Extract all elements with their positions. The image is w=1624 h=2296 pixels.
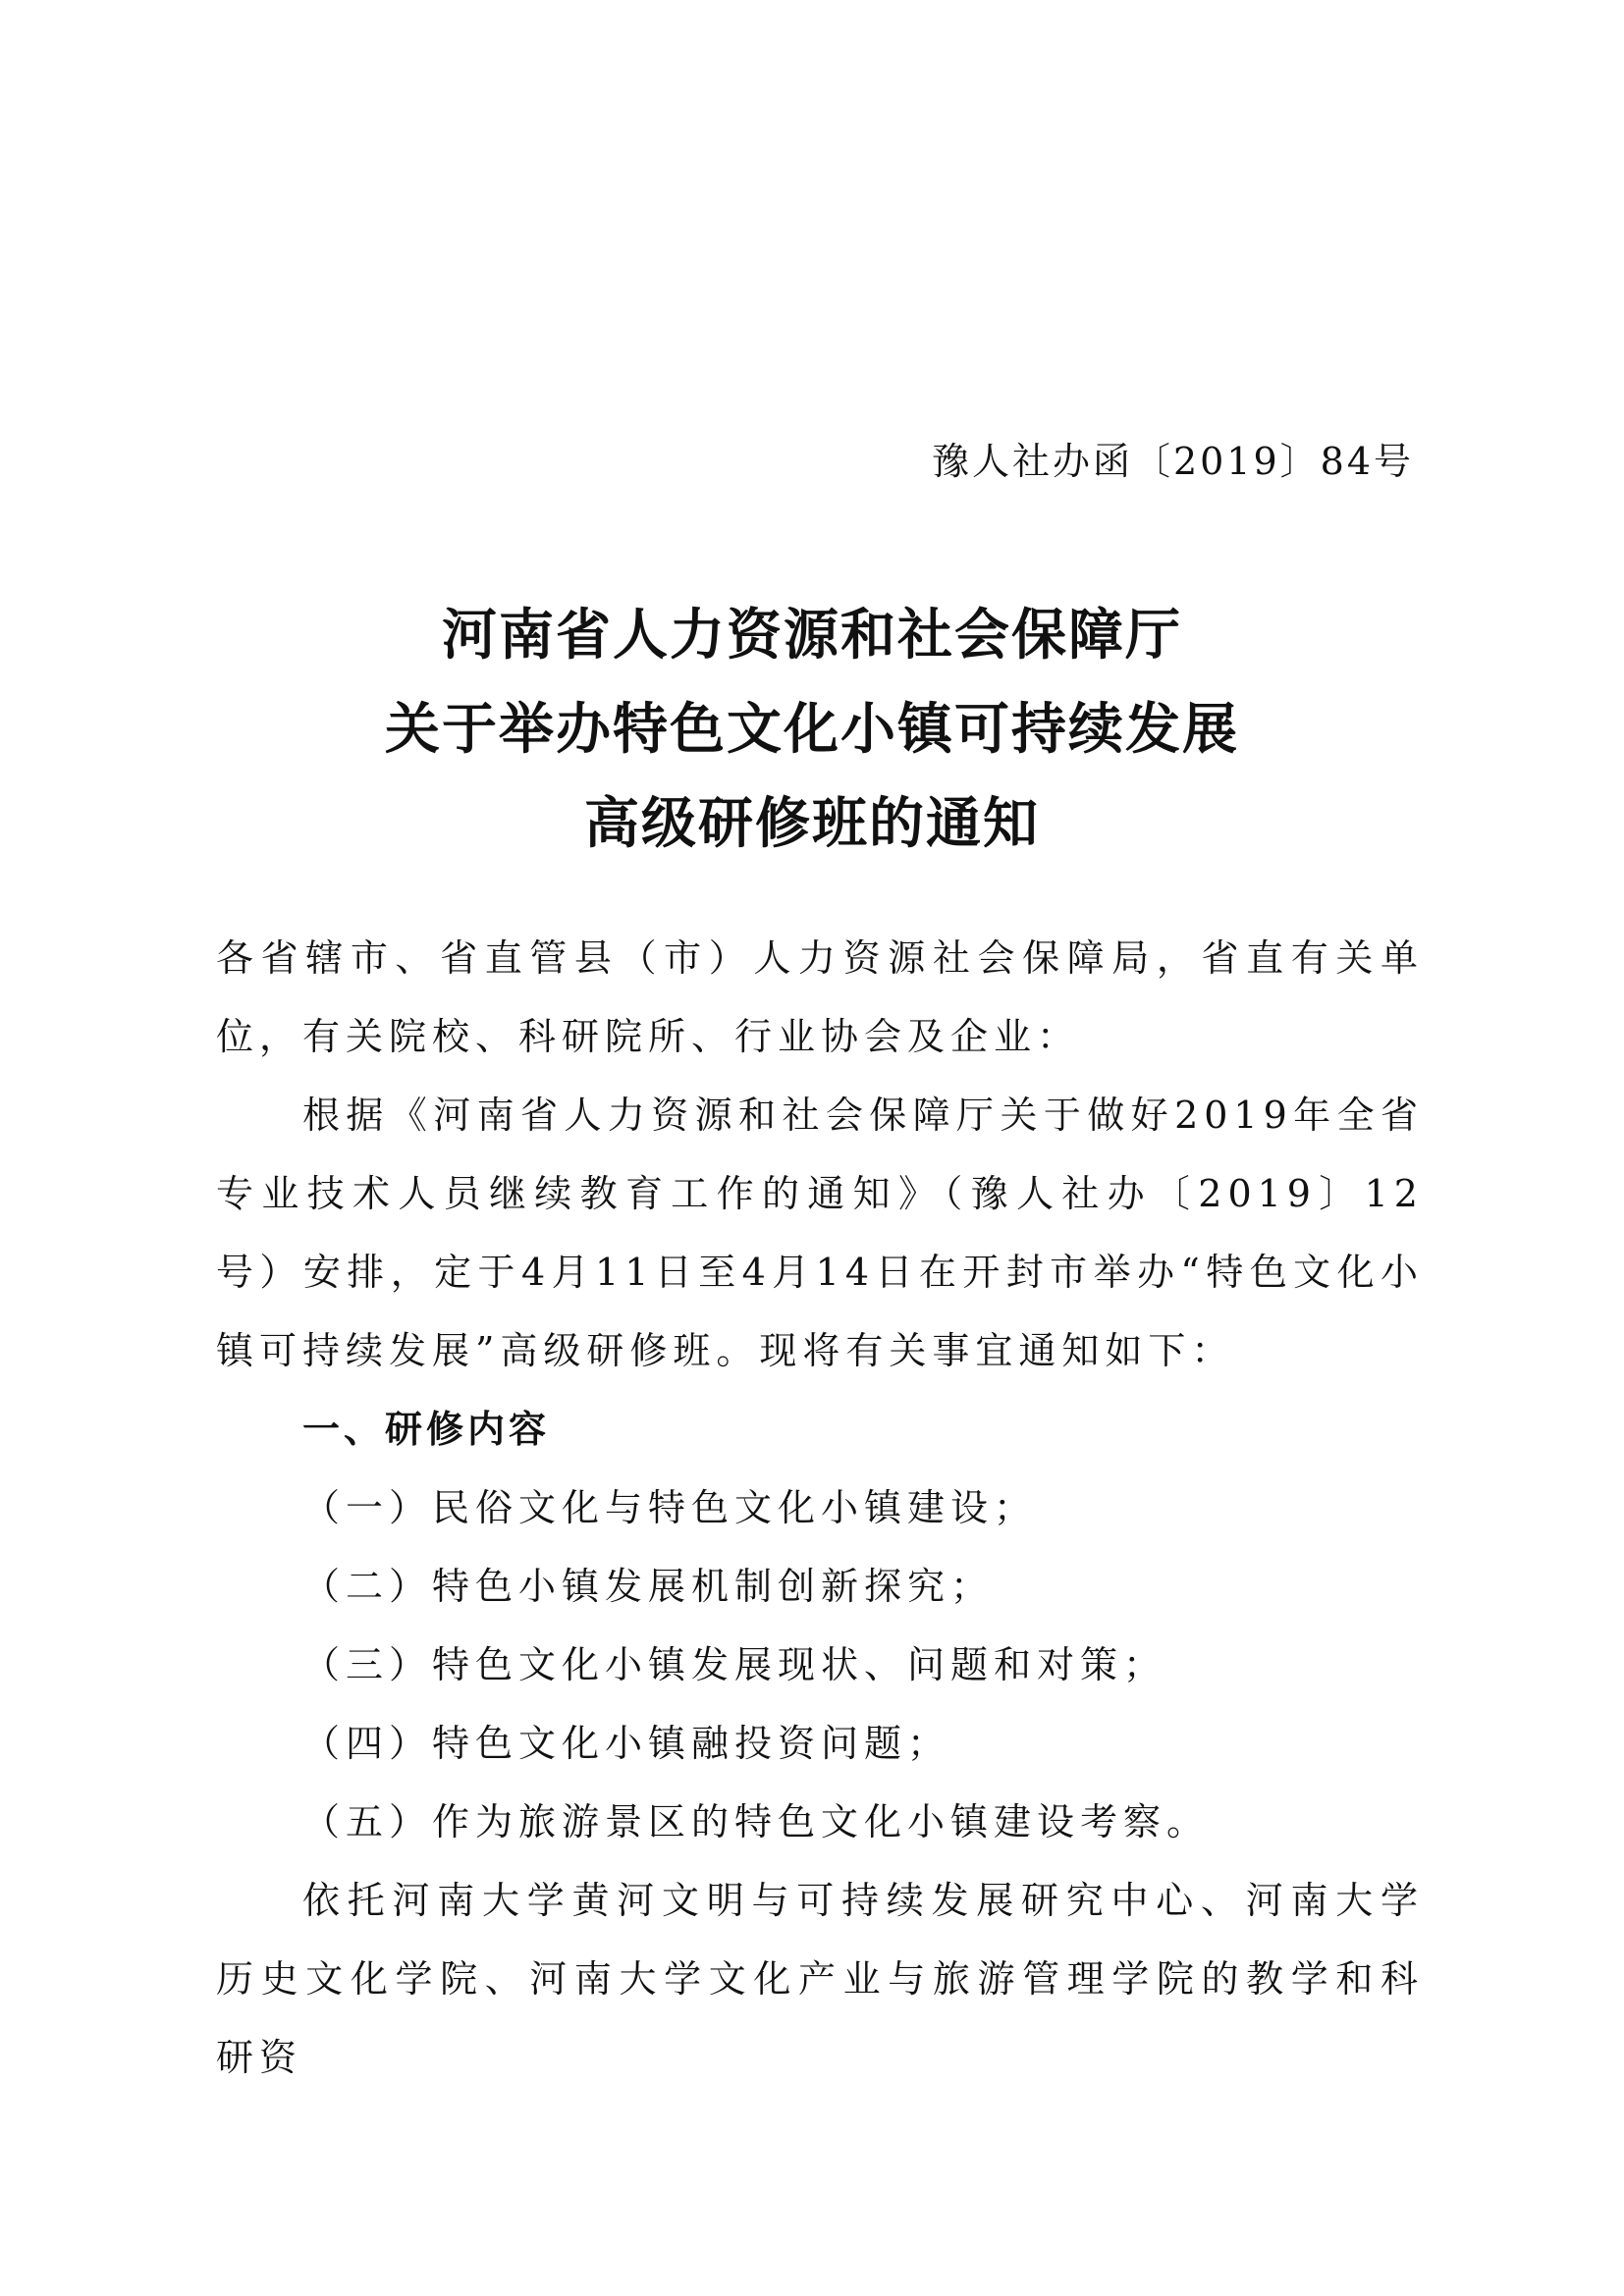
closing-paragraph: 依托河南大学黄河文明与可持续发展研究中心、河南大学历史文化学院、河南大学文化产业与旅游管理学院的教学和科研资 xyxy=(216,1879,1424,2079)
title-line: 关于举办特色文化小镇可持续发展 xyxy=(385,698,1239,762)
document-title xyxy=(157,589,1467,872)
title-line: 河南省人力资源和社会保障厅 xyxy=(442,604,1182,667)
list-item: （五）作为旅游景区的特色文化小镇建设考察。 xyxy=(302,1800,1211,1843)
document-number: 豫人社办函〔2019〕84号 xyxy=(931,440,1414,483)
list-item: （一）民俗文化与特色文化小镇建设； xyxy=(302,1486,1038,1529)
list-item: （三）特色文化小镇发展现状、问题和对策； xyxy=(302,1643,1167,1686)
document-body xyxy=(216,919,1424,2097)
addressee: 各省辖市、省直管县（市）人力资源社会保障局，省直有关单位，有关院校、科研院所、行业协会及企业： xyxy=(216,936,1424,1058)
intro-paragraph: 根据《河南省人力资源和社会保障厅关于做好2019年全省专业技术人员继续教育工作的通知》（豫人社办〔2019〕12号）安排，定于4月11日至4月14日在开封市举办“特色文化小镇可持续发展”高级研修班。现将有关事宜通知如下： xyxy=(216,1094,1424,1372)
list-item: （四）特色文化小镇融投资问题； xyxy=(302,1722,951,1765)
section-heading-research-content: 一、研修内容 xyxy=(302,1408,551,1451)
list-item: （二）特色小镇发展机制创新探究； xyxy=(302,1565,995,1608)
title-line: 高级研修班的通知 xyxy=(584,792,1040,856)
